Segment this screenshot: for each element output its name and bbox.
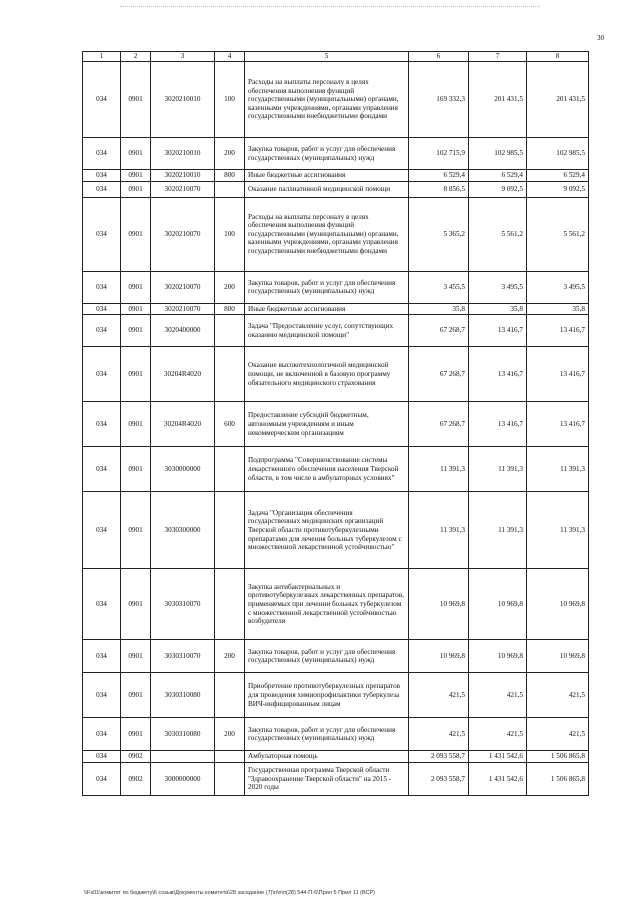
- cell-amount-year1: 67 268,7: [409, 347, 469, 402]
- cell-expense-type: [215, 673, 245, 718]
- table-row: [83, 303, 589, 315]
- cell-expense-type: [215, 751, 245, 763]
- cell-description: Государственная программа Тверской области "Здравоохранение Тверской области" на 2015 - 2020 годы: [245, 762, 409, 795]
- table-row: [83, 492, 589, 569]
- table-row: [83, 181, 589, 197]
- cell-admin: 034: [83, 751, 121, 763]
- cell-amount-year3: 6 529,4: [527, 170, 589, 182]
- cell-amount-year2: 10 969,8: [469, 640, 527, 673]
- cell-expense-type: 800: [215, 170, 245, 182]
- cell-section: 0901: [121, 447, 151, 492]
- cell-amount-year3: 1 506 865,8: [527, 751, 589, 763]
- cell-amount-year2: 11 391,3: [469, 447, 527, 492]
- table-row: [83, 138, 589, 170]
- cell-admin: 034: [83, 197, 121, 271]
- cell-amount-year3: 13 416,7: [527, 347, 589, 402]
- cell-admin: 034: [83, 569, 121, 640]
- col-header: 2: [121, 52, 151, 62]
- cell-description: Закупка товаров, работ и услуг для обеспечения государственных (муниципальных) нужд: [245, 138, 409, 170]
- cell-amount-year1: 11 391,3: [409, 447, 469, 492]
- cell-amount-year3: 5 561,2: [527, 197, 589, 271]
- col-header: 8: [527, 52, 589, 62]
- table-row: [83, 718, 589, 751]
- cell-description: Иные бюджетные ассигнования: [245, 170, 409, 182]
- cell-amount-year3: 421,5: [527, 718, 589, 751]
- cell-section: 0901: [121, 181, 151, 197]
- cell-amount-year3: 13 416,7: [527, 402, 589, 447]
- cell-target-article: 3000000000: [151, 762, 215, 795]
- table-row: [83, 347, 589, 402]
- cell-target-article: 3030310080: [151, 718, 215, 751]
- cell-amount-year3: 13 416,7: [527, 315, 589, 347]
- cell-amount-year2: 421,5: [469, 673, 527, 718]
- cell-amount-year2: 201 431,5: [469, 62, 527, 138]
- cell-amount-year3: 1 506 865,8: [527, 762, 589, 795]
- table-row: [83, 640, 589, 673]
- cell-target-article: 3020210070: [151, 271, 215, 303]
- cell-admin: 034: [83, 402, 121, 447]
- cell-target-article: 3020400000: [151, 315, 215, 347]
- cell-amount-year2: 35,8: [469, 303, 527, 315]
- cell-section: 0901: [121, 138, 151, 170]
- col-header: 1: [83, 52, 121, 62]
- cell-target-article: 3020210070: [151, 181, 215, 197]
- cell-amount-year1: 6 529,4: [409, 170, 469, 182]
- cell-admin: 034: [83, 640, 121, 673]
- cell-expense-type: [215, 181, 245, 197]
- cell-target-article: 3020210010: [151, 170, 215, 182]
- cell-section: 0901: [121, 640, 151, 673]
- table-row: [83, 271, 589, 303]
- cell-description: Оказание паллиативной медицинской помощи: [245, 181, 409, 197]
- cell-amount-year1: 67 268,7: [409, 315, 469, 347]
- cell-amount-year3: 421,5: [527, 673, 589, 718]
- cell-amount-year3: 11 391,3: [527, 492, 589, 569]
- cell-expense-type: 100: [215, 62, 245, 138]
- cell-description: Расходы на выплаты персоналу в целях обеспечения выполнения функций государственными (муниципальными) органами, казенными учреждениями, органами управления государственными внебюджетными фондами: [245, 62, 409, 138]
- cell-amount-year1: 5 365,2: [409, 197, 469, 271]
- cell-amount-year1: 2 093 558,7: [409, 751, 469, 763]
- cell-target-article: 3020210010: [151, 62, 215, 138]
- cell-amount-year2: 421,5: [469, 718, 527, 751]
- cell-amount-year2: 11 391,3: [469, 492, 527, 569]
- cell-description: Оказание высокотехнологичной медицинской помощи, не включенной в базовую программу обязательного медицинского страхования: [245, 347, 409, 402]
- cell-target-article: 3030300000: [151, 492, 215, 569]
- cell-expense-type: 800: [215, 303, 245, 315]
- cell-expense-type: [215, 762, 245, 795]
- cell-section: 0901: [121, 347, 151, 402]
- cell-section: 0901: [121, 197, 151, 271]
- cell-description: Предоставление субсидий бюджетным, автономным учреждениям и иным некоммерческим организациям: [245, 402, 409, 447]
- cell-expense-type: 200: [215, 718, 245, 751]
- cell-amount-year2: 13 416,7: [469, 402, 527, 447]
- table-row: [83, 402, 589, 447]
- col-header: 7: [469, 52, 527, 62]
- cell-amount-year3: 35,8: [527, 303, 589, 315]
- cell-description: Амбулаторная помощь: [245, 751, 409, 763]
- table-row: [83, 447, 589, 492]
- cell-admin: 034: [83, 271, 121, 303]
- cell-admin: 034: [83, 62, 121, 138]
- cell-target-article: 3030310080: [151, 673, 215, 718]
- cell-amount-year1: 67 268,7: [409, 402, 469, 447]
- cell-section: 0901: [121, 492, 151, 569]
- table-row: [83, 170, 589, 182]
- cell-amount-year2: 5 561,2: [469, 197, 527, 271]
- budget-table: [82, 51, 589, 796]
- column-number-row: [83, 52, 589, 62]
- cell-target-article: 3030310070: [151, 640, 215, 673]
- col-header: 6: [409, 52, 469, 62]
- cell-admin: 034: [83, 492, 121, 569]
- cell-amount-year1: 3 455,5: [409, 271, 469, 303]
- cell-amount-year2: 10 969,8: [469, 569, 527, 640]
- cell-target-article: [151, 751, 215, 763]
- cell-target-article: 3020210070: [151, 303, 215, 315]
- cell-target-article: 3030000000: [151, 447, 215, 492]
- cell-amount-year1: 169 332,3: [409, 62, 469, 138]
- table-row: [83, 315, 589, 347]
- cell-admin: 034: [83, 303, 121, 315]
- cell-expense-type: [215, 347, 245, 402]
- cell-amount-year2: 1 431 542,6: [469, 751, 527, 763]
- cell-amount-year2: 6 529,4: [469, 170, 527, 182]
- cell-description: Задача "Предоставление услуг, сопутствующих оказанию медицинской помощи": [245, 315, 409, 347]
- cell-amount-year3: 11 391,3: [527, 447, 589, 492]
- cell-description: Закупка товаров, работ и услуг для обеспечения государственных (муниципальных) нужд: [245, 271, 409, 303]
- cell-target-article: 3020210070: [151, 197, 215, 271]
- scan-top-artifact: [120, 6, 540, 8]
- table-row: [83, 751, 589, 763]
- cell-amount-year1: 421,5: [409, 673, 469, 718]
- cell-admin: 034: [83, 762, 121, 795]
- cell-expense-type: [215, 492, 245, 569]
- cell-amount-year2: 1 431 542,6: [469, 762, 527, 795]
- cell-section: 0901: [121, 718, 151, 751]
- table-row: [83, 762, 589, 795]
- cell-amount-year1: 11 391,3: [409, 492, 469, 569]
- cell-expense-type: 600: [215, 402, 245, 447]
- cell-admin: 034: [83, 315, 121, 347]
- cell-description: Приобретение противотуберкулезных препаратов для проведения химиопрофилактики туберкулеза ВИЧ-инфицированным лицам: [245, 673, 409, 718]
- cell-admin: 034: [83, 138, 121, 170]
- cell-section: 0902: [121, 751, 151, 763]
- cell-amount-year3: 10 969,8: [527, 569, 589, 640]
- cell-description: Закупка товаров, работ и услуг для обеспечения государственных (муниципальных) нужд: [245, 640, 409, 673]
- cell-section: 0901: [121, 62, 151, 138]
- col-header: 5: [245, 52, 409, 62]
- cell-section: 0901: [121, 303, 151, 315]
- cell-amount-year1: 421,5: [409, 718, 469, 751]
- cell-amount-year1: 2 093 558,7: [409, 762, 469, 795]
- table-row: [83, 62, 589, 138]
- table-row: [83, 197, 589, 271]
- cell-description: Расходы на выплаты персоналу в целях обеспечения выполнения функций государственными (муниципальными) органами, казенными учреждениями, органами управления государственными внебюджетными фондами: [245, 197, 409, 271]
- cell-amount-year1: 10 969,8: [409, 640, 469, 673]
- cell-section: 0901: [121, 402, 151, 447]
- cell-admin: 034: [83, 181, 121, 197]
- table-row: [83, 569, 589, 640]
- cell-description: Иные бюджетные ассигнования: [245, 303, 409, 315]
- cell-admin: 034: [83, 347, 121, 402]
- cell-section: 0901: [121, 569, 151, 640]
- cell-amount-year1: 35,8: [409, 303, 469, 315]
- cell-amount-year1: 10 969,8: [409, 569, 469, 640]
- cell-amount-year3: 102 985,5: [527, 138, 589, 170]
- cell-expense-type: 200: [215, 640, 245, 673]
- cell-amount-year2: 9 092,5: [469, 181, 527, 197]
- cell-amount-year2: 3 495,5: [469, 271, 527, 303]
- cell-amount-year1: 8 856,5: [409, 181, 469, 197]
- cell-section: 0901: [121, 170, 151, 182]
- cell-admin: 034: [83, 170, 121, 182]
- cell-expense-type: 200: [215, 138, 245, 170]
- cell-admin: 034: [83, 673, 121, 718]
- page-number: 30: [597, 34, 604, 42]
- cell-amount-year2: 13 416,7: [469, 315, 527, 347]
- cell-description: Закупка товаров, работ и услуг для обеспечения государственных (муниципальных) нужд: [245, 718, 409, 751]
- cell-amount-year1: 102 715,9: [409, 138, 469, 170]
- cell-section: 0902: [121, 762, 151, 795]
- cell-admin: 034: [83, 718, 121, 751]
- col-header: 3: [151, 52, 215, 62]
- cell-expense-type: [215, 569, 245, 640]
- cell-amount-year3: 201 431,5: [527, 62, 589, 138]
- cell-admin: 034: [83, 447, 121, 492]
- table-row: [83, 673, 589, 718]
- cell-amount-year2: 13 416,7: [469, 347, 527, 402]
- cell-expense-type: [215, 315, 245, 347]
- cell-expense-type: 200: [215, 271, 245, 303]
- cell-section: 0901: [121, 673, 151, 718]
- cell-description: Подпрограмма "Совершенствование системы лекарственного обеспечения населения Тверской области, в том числе в амбулаторных условиях": [245, 447, 409, 492]
- cell-amount-year3: 3 495,5: [527, 271, 589, 303]
- cell-target-article: 30204R4020: [151, 402, 215, 447]
- cell-description: Задача "Организация обеспечения государственных медицинских организаций Тверской области противотуберкулезными препаратами для лечения больных туберкулезом с множественной лекарственной устойчивостью": [245, 492, 409, 569]
- cell-target-article: 30204R4020: [151, 347, 215, 402]
- cell-section: 0901: [121, 271, 151, 303]
- cell-target-article: 3030310070: [151, 569, 215, 640]
- cell-description: Закупка антибактериальных и противотуберкулезных лекарственных препаратов, применяемых при лечении больных туберкулезом с множественной лекарственной устойчивостью возбудителя: [245, 569, 409, 640]
- cell-amount-year3: 9 092,5: [527, 181, 589, 197]
- cell-section: 0901: [121, 315, 151, 347]
- cell-expense-type: 100: [215, 197, 245, 271]
- cell-amount-year3: 10 969,8: [527, 640, 589, 673]
- cell-amount-year2: 102 985,5: [469, 138, 527, 170]
- cell-expense-type: [215, 447, 245, 492]
- cell-target-article: 3020210010: [151, 138, 215, 170]
- col-header: 4: [215, 52, 245, 62]
- file-path-footer: \\Fs01\комитет по бюджету\6 созыв\Документы комитета\28 заседание (7)\п\п\п(28) 544-П-6\Прил 5 Прил 11 (ВСР): [84, 890, 375, 896]
